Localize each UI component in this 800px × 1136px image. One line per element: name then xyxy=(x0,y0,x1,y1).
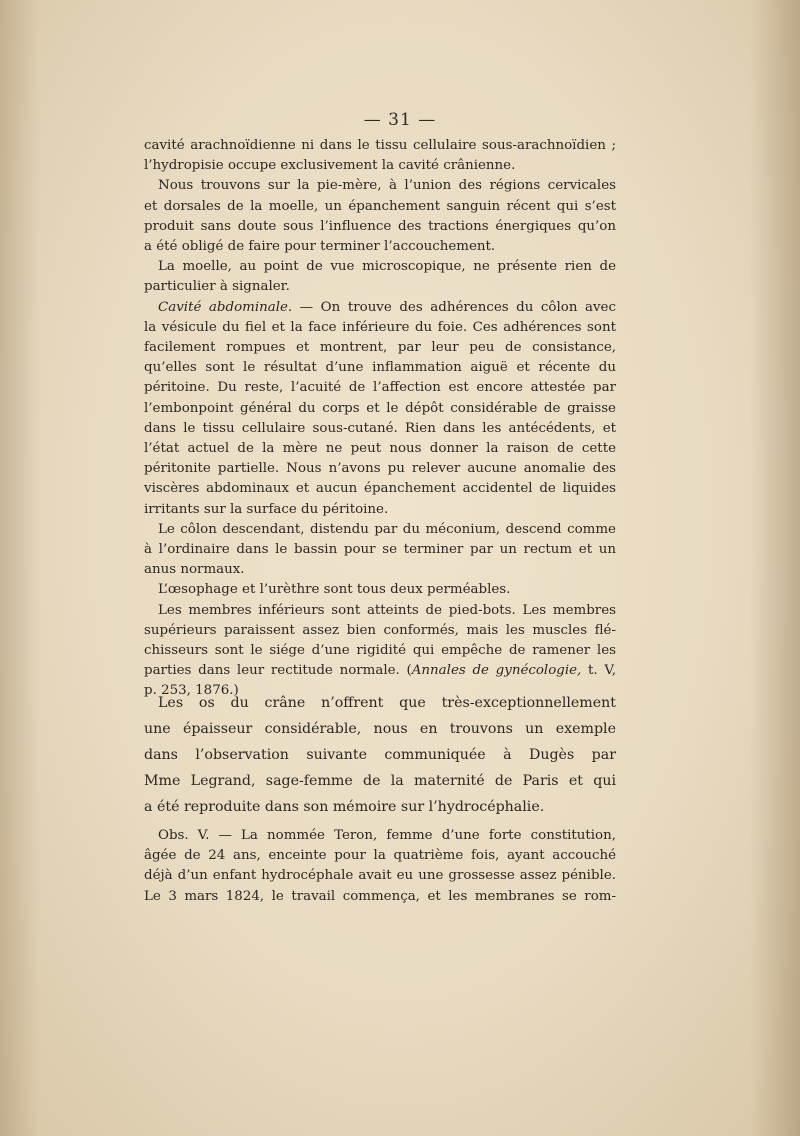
text-line: qu’elles sont le résultat d’une inflammation aiguë et récente du xyxy=(144,360,616,376)
paragraph-block-skull xyxy=(144,690,616,820)
text-line: supérieurs paraissent assez bien conformés, mais les muscles flé- xyxy=(144,622,616,638)
page-number: — 31 — xyxy=(363,110,437,130)
text-line: L’œsophage et l’urèthre sont tous deux perméables. xyxy=(158,582,511,598)
text-line: âgée de 24 ans, enceinte pour la quatrième fois, ayant accouché xyxy=(144,848,616,864)
section-heading-italic: Cavité abdominale. xyxy=(158,299,293,315)
paragraph-block-autopsy xyxy=(144,136,616,702)
text-line: une épaisseur considérable, nous en trouvons un exemple xyxy=(144,721,616,737)
text-line: l’embonpoint général du corps et le dépôt considérable de graisse xyxy=(144,400,616,416)
text-line: l’hydropisie occupe exclusivement la cavité crânienne. xyxy=(144,158,516,174)
text-line: Les os du crâne n’offrent que très-exceptionnellement xyxy=(158,695,616,711)
text-line: la vésicule du fiel et la face inférieure du foie. Ces adhérences sont xyxy=(144,319,616,335)
text-line: déjà d’un enfant hydrocéphale avait eu une grossesse assez pénible. xyxy=(144,868,616,884)
text-line: péritoine. Du reste, l’acuité de l’affection est encore attestée par xyxy=(144,380,616,396)
text-line: a été reproduite dans son mémoire sur l’hydrocéphalie. xyxy=(144,799,545,815)
text-line: produit sans doute sous l’influence des tractions énergiques qu’on xyxy=(144,218,616,234)
paragraph-block-observation-v xyxy=(144,826,616,907)
text-line: et dorsales de la moelle, un épanchement sanguin récent qui s’est xyxy=(144,198,616,214)
page-shadow-left xyxy=(0,0,40,1136)
text-line: a été obligé de faire pour terminer l’accouchement. xyxy=(144,239,496,255)
text-line: Le 3 mars 1824, le travail commença, et les membranes se rom- xyxy=(144,888,616,904)
text-line: La moelle, au point de vue microscopique, ne présente rien de xyxy=(158,259,616,275)
text-line: parties dans leur rectitude normale. (Annales de gynécologie, t. V, xyxy=(144,663,616,679)
text-line: anus normaux. xyxy=(144,562,245,578)
text-line: facilement rompues et montrent, par leur peu de consistance, xyxy=(144,340,616,356)
text-line: Nous trouvons sur la pie-mère, à l’union des régions cervicales xyxy=(158,178,616,194)
text-line: dans l’observation suivante communiquée à Dugès par xyxy=(144,747,616,763)
text-line: particulier à signaler. xyxy=(144,279,290,295)
text-line: l’état actuel de la mère ne peut nous donner la raison de cette xyxy=(144,441,616,457)
text-line: dans le tissu cellulaire sous-cutané. Rien dans les antécédents, et xyxy=(144,420,616,436)
text-line: péritonite partielle. Nous n’avons pu relever aucune anomalie des xyxy=(144,461,616,477)
text-line: p. 253, 1876.) xyxy=(144,683,239,699)
text-line: Mme Legrand, sage-femme de la maternité de Paris et qui xyxy=(144,773,616,789)
page-shadow-right xyxy=(750,0,800,1136)
text-line: Cavité abdominale. — On trouve des adhérences du côlon avec xyxy=(158,299,616,315)
text-line: à l’ordinaire dans le bassin pour se terminer par un rectum et un xyxy=(144,542,616,558)
text-line: Le côlon descendant, distendu par du méconium, descend comme xyxy=(158,521,616,537)
citation-italic: Annales de gynécologie, xyxy=(411,663,582,679)
text-line: chisseurs sont le siége d’une rigidité qui empêche de ramener les xyxy=(144,643,616,659)
text-line: Obs. V. — La nommée Teron, femme d’une forte constitution, xyxy=(158,828,616,843)
text-line: viscères abdominaux et aucun épanchement accidentel de liquides xyxy=(144,481,616,497)
text-line: Les membres inférieurs sont atteints de pied-bots. Les membres xyxy=(158,602,616,618)
text-line: cavité arachnoïdienne ni dans le tissu cellulaire sous-arachnoïdien ; xyxy=(144,138,616,153)
text-line: irritants sur la surface du péritoine. xyxy=(144,501,389,517)
